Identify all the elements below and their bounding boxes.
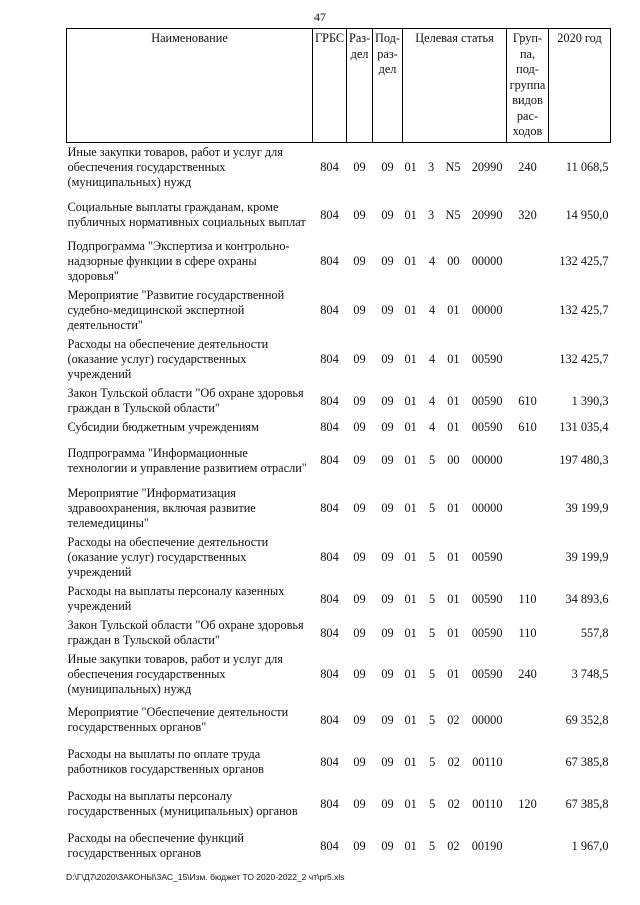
row-razdel: 09 xyxy=(353,254,366,268)
target-part-t3: 01 xyxy=(447,625,460,640)
row-target-article xyxy=(403,286,507,335)
target-part-t1: 01 xyxy=(404,254,417,268)
row-grbs: 804 xyxy=(320,420,339,434)
row-razdel: 09 xyxy=(353,393,366,408)
page-number: 47 xyxy=(314,10,326,24)
table-row xyxy=(67,699,611,741)
target-part-t4: 00590 xyxy=(471,591,503,606)
row-razdel: 09 xyxy=(353,420,366,434)
target-part-t3: 00 xyxy=(447,254,460,268)
row-podrazdel: 09 xyxy=(381,352,394,366)
row-podrazdel: 09 xyxy=(381,207,394,222)
target-part-t3: 02 xyxy=(447,712,460,727)
target-part-t2: 5 xyxy=(428,591,436,606)
target-part-t3: 00 xyxy=(447,453,460,467)
target-part-t4: 00000 xyxy=(471,712,503,727)
row-grbs: 804 xyxy=(320,303,339,317)
row-grbs: 804 xyxy=(320,550,339,564)
row-podrazdel: 09 xyxy=(381,550,394,564)
target-part-t3: 01 xyxy=(447,591,460,606)
row-podrazdel: 09 xyxy=(381,453,394,467)
target-part-t2: 3 xyxy=(428,207,435,222)
target-part-t2: 5 xyxy=(428,550,436,564)
row-name: Мероприятие "Обеспечение деятельности государственных органов" xyxy=(67,705,289,734)
row-group: 610 xyxy=(518,393,537,408)
row-razdel: 09 xyxy=(353,550,366,564)
target-part-t4: 00110 xyxy=(472,754,503,769)
table-row xyxy=(67,582,611,616)
target-part-t3: 02 xyxy=(447,838,460,853)
target-part-t2: 4 xyxy=(428,303,436,317)
target-part-t1: 01 xyxy=(404,754,417,769)
row-group xyxy=(507,437,549,484)
row-sum: 131 035,4 xyxy=(559,420,609,434)
row-group xyxy=(507,286,549,335)
row-target-article xyxy=(403,783,507,825)
row-sum: 1 390,3 xyxy=(571,393,609,408)
target-part-t1: 01 xyxy=(404,591,417,606)
table-row xyxy=(67,616,611,650)
row-name: Расходы на обеспечение деятельности (оказание услуг) государственных учреждений xyxy=(67,535,269,579)
table-row xyxy=(67,437,611,484)
row-sum: 39 199,9 xyxy=(565,550,609,564)
target-part-t1: 01 xyxy=(404,207,417,222)
row-podrazdel: 09 xyxy=(381,393,394,408)
row-grbs: 804 xyxy=(320,712,339,727)
header-name: Наименование xyxy=(67,29,313,143)
target-part-t3: 02 xyxy=(447,796,460,811)
row-name: Социальные выплаты гражданам, кроме публичных нормативных социальных выплат xyxy=(67,200,306,229)
target-part-t3: 01 xyxy=(447,550,460,564)
target-part-t4: 20990 xyxy=(471,160,503,175)
row-name: Расходы на выплаты персоналу казенных учреждений xyxy=(67,584,285,613)
row-sum: 197 480,3 xyxy=(559,453,609,467)
target-part-t2: 5 xyxy=(428,501,436,515)
table-row xyxy=(67,825,611,867)
row-group: 120 xyxy=(518,796,537,811)
row-target-article xyxy=(403,741,507,783)
header-sum: 2020 год xyxy=(549,29,611,143)
target-part-t2: 5 xyxy=(428,453,436,467)
header-target: Целевая статья xyxy=(403,29,507,143)
target-part-t1: 01 xyxy=(404,420,417,434)
row-sum: 69 352,8 xyxy=(565,712,609,727)
row-group: 240 xyxy=(518,160,537,175)
row-group: 320 xyxy=(518,207,537,222)
target-part-t3: 01 xyxy=(447,420,460,434)
target-part-t4: 00590 xyxy=(471,393,503,408)
target-part-t1: 01 xyxy=(404,393,417,408)
row-razdel: 09 xyxy=(353,625,366,640)
table-row xyxy=(67,237,611,286)
target-part-t1: 01 xyxy=(404,625,417,640)
row-target-article xyxy=(403,484,507,533)
row-sum: 11 068,5 xyxy=(565,160,609,175)
row-razdel: 09 xyxy=(353,501,366,515)
row-grbs: 804 xyxy=(320,667,339,681)
header-grbs: ГРБС xyxy=(313,29,347,143)
header-podrazdel: Под-раз-дел xyxy=(373,29,403,143)
target-part-t2: 4 xyxy=(428,420,436,434)
row-name: Подпрограмма "Экспертиза и контрольно-надзорные функции в сфере охраны здоровья" xyxy=(67,239,290,283)
target-part-t1: 01 xyxy=(404,303,417,317)
row-razdel: 09 xyxy=(353,712,366,727)
row-podrazdel: 09 xyxy=(381,420,394,434)
target-part-t1: 01 xyxy=(404,352,417,366)
target-part-t4: 00000 xyxy=(471,303,503,317)
table-row xyxy=(67,286,611,335)
target-part-t3: 01 xyxy=(447,303,460,317)
row-group xyxy=(507,237,549,286)
row-group xyxy=(507,741,549,783)
row-name: Расходы на выплаты по оплате труда работников государственных органов xyxy=(67,747,264,776)
row-target-article xyxy=(403,699,507,741)
row-razdel: 09 xyxy=(353,453,366,467)
row-razdel: 09 xyxy=(353,838,366,853)
row-podrazdel: 09 xyxy=(381,667,394,681)
table-row xyxy=(67,484,611,533)
target-part-t1: 01 xyxy=(404,838,417,853)
row-grbs: 804 xyxy=(320,591,339,606)
target-part-t2: 3 xyxy=(428,160,435,175)
target-part-t4: 00000 xyxy=(471,501,503,515)
row-podrazdel: 09 xyxy=(381,712,394,727)
target-part-t2: 4 xyxy=(428,352,436,366)
row-sum: 132 425,7 xyxy=(559,352,609,366)
row-grbs: 804 xyxy=(320,501,339,515)
row-grbs: 804 xyxy=(320,453,339,467)
target-part-t1: 01 xyxy=(404,501,417,515)
row-target-article xyxy=(403,616,507,650)
target-part-t4: 00590 xyxy=(471,352,503,366)
target-part-t4: 20990 xyxy=(471,207,503,222)
target-part-t4: 00590 xyxy=(471,420,503,434)
row-razdel: 09 xyxy=(353,667,366,681)
row-group xyxy=(507,335,549,384)
row-name: Субсидии бюджетным учреждениям xyxy=(67,420,259,434)
row-grbs: 804 xyxy=(320,160,339,175)
target-part-t2: 5 xyxy=(428,712,436,727)
row-target-article xyxy=(403,825,507,867)
header-row xyxy=(67,29,611,143)
row-grbs: 804 xyxy=(320,754,339,769)
target-part-t1: 01 xyxy=(404,667,417,681)
row-target-article xyxy=(403,582,507,616)
row-group: 240 xyxy=(518,667,537,681)
row-podrazdel: 09 xyxy=(381,591,394,606)
target-part-t3: 02 xyxy=(447,754,460,769)
table-row xyxy=(67,418,611,437)
target-part-t1: 01 xyxy=(404,550,417,564)
table-row xyxy=(67,533,611,582)
target-part-t3: N5 xyxy=(445,160,461,175)
table-row xyxy=(67,384,611,418)
row-sum: 67 385,8 xyxy=(565,796,609,811)
row-name: Расходы на выплаты персоналу государственных (муниципальных) органов xyxy=(67,789,298,818)
row-name: Иные закупки товаров, работ и услуг для обеспечения государственных (муниципальных) нужд xyxy=(67,145,283,190)
row-podrazdel: 09 xyxy=(381,303,394,317)
row-group: 610 xyxy=(518,420,537,434)
row-target-article xyxy=(403,237,507,286)
row-target-article xyxy=(403,437,507,484)
row-sum: 39 199,9 xyxy=(565,501,609,515)
table-row xyxy=(67,335,611,384)
row-target-article xyxy=(403,418,507,437)
target-part-t1: 01 xyxy=(404,160,417,175)
row-name: Закон Тульской области "Об охране здоровья граждан в Тульской области" xyxy=(67,618,304,647)
row-name: Мероприятие "Развитие государственной судебно-медицинской экспертной деятельности" xyxy=(67,288,285,332)
row-name: Расходы на обеспечение деятельности (оказание услуг) государственных учреждений xyxy=(67,337,269,381)
row-razdel: 09 xyxy=(353,303,366,317)
row-razdel: 09 xyxy=(353,591,366,606)
target-part-t2: 5 xyxy=(428,625,436,640)
row-grbs: 804 xyxy=(320,625,339,640)
row-target-article xyxy=(403,335,507,384)
row-razdel: 09 xyxy=(353,352,366,366)
row-sum: 3 748,5 xyxy=(571,667,609,681)
target-part-t3: 01 xyxy=(447,667,460,681)
row-name: Подпрограмма "Информационные технологии и управление развитием отрасли" xyxy=(67,445,307,475)
row-sum: 34 893,6 xyxy=(565,591,609,606)
row-target-article xyxy=(403,142,507,193)
row-podrazdel: 09 xyxy=(381,160,394,175)
row-target-article xyxy=(403,650,507,699)
row-sum: 1 967,0 xyxy=(571,838,609,853)
target-part-t3: N5 xyxy=(445,207,461,222)
row-group: 110 xyxy=(518,625,537,640)
table-row xyxy=(67,142,611,193)
row-group: 110 xyxy=(518,591,537,606)
table-row xyxy=(67,741,611,783)
budget-table xyxy=(66,28,611,867)
row-razdel: 09 xyxy=(353,207,366,222)
row-podrazdel: 09 xyxy=(381,254,394,268)
target-part-t3: 01 xyxy=(447,393,460,408)
row-target-article xyxy=(403,533,507,582)
row-grbs: 804 xyxy=(320,352,339,366)
row-razdel: 09 xyxy=(353,796,366,811)
row-sum: 132 425,7 xyxy=(559,303,609,317)
target-part-t4: 00110 xyxy=(472,796,503,811)
row-podrazdel: 09 xyxy=(381,625,394,640)
row-grbs: 804 xyxy=(320,254,339,268)
target-part-t2: 5 xyxy=(429,754,436,769)
row-grbs: 804 xyxy=(320,207,339,222)
row-grbs: 804 xyxy=(320,393,339,408)
target-part-t3: 01 xyxy=(447,352,460,366)
target-part-t4: 00590 xyxy=(471,667,503,681)
row-podrazdel: 09 xyxy=(381,796,394,811)
target-part-t2: 5 xyxy=(429,796,436,811)
row-name: Расходы на обеспечение функций государственных органов xyxy=(67,831,244,860)
row-group xyxy=(507,484,549,533)
row-grbs: 804 xyxy=(320,838,339,853)
row-group xyxy=(507,699,549,741)
header-razdel: Раз-дел xyxy=(347,29,373,143)
target-part-t2: 4 xyxy=(428,393,436,408)
row-sum: 557,8 xyxy=(580,625,609,640)
target-part-t2: 5 xyxy=(428,667,436,681)
row-sum: 67 385,8 xyxy=(565,754,609,769)
target-part-t3: 01 xyxy=(447,501,460,515)
row-target-article xyxy=(403,384,507,418)
target-part-t1: 01 xyxy=(404,453,417,467)
target-part-t1: 01 xyxy=(404,712,417,727)
row-podrazdel: 09 xyxy=(381,754,394,769)
target-part-t2: 4 xyxy=(428,254,436,268)
row-name: Мероприятие "Информатизация здравоохранения, включая развитие телемедицины" xyxy=(67,486,256,530)
file-path-footer: D:\Г\Д7\2020\ЗАКОНЫ\ЗАС_15\Изм. бюджет ТО 2020-2022_2 чт\pr5.xls xyxy=(66,872,345,882)
table-row xyxy=(67,783,611,825)
row-target-article xyxy=(403,193,507,237)
target-part-t4: 00590 xyxy=(471,625,503,640)
row-name: Закон Тульской области "Об охране здоровья граждан в Тульской области" xyxy=(67,386,304,415)
row-sum: 132 425,7 xyxy=(559,254,609,268)
row-razdel: 09 xyxy=(353,160,366,175)
row-group xyxy=(507,533,549,582)
row-sum: 14 950,0 xyxy=(565,207,609,222)
row-razdel: 09 xyxy=(353,754,366,769)
target-part-t2: 5 xyxy=(428,838,436,853)
header-group: Груп-па, под-группа видов рас-ходов xyxy=(507,29,549,143)
target-part-t1: 01 xyxy=(404,796,417,811)
row-group xyxy=(507,825,549,867)
table-row xyxy=(67,193,611,237)
target-part-t4: 00190 xyxy=(471,838,503,853)
target-part-t4: 00000 xyxy=(471,453,503,467)
row-grbs: 804 xyxy=(320,796,339,811)
row-podrazdel: 09 xyxy=(381,501,394,515)
row-name: Иные закупки товаров, работ и услуг для обеспечения государственных (муниципальных) нужд xyxy=(67,652,283,696)
target-part-t4: 00000 xyxy=(471,254,503,268)
target-part-t4: 00590 xyxy=(471,550,503,564)
row-podrazdel: 09 xyxy=(381,838,394,853)
table-row xyxy=(67,650,611,699)
